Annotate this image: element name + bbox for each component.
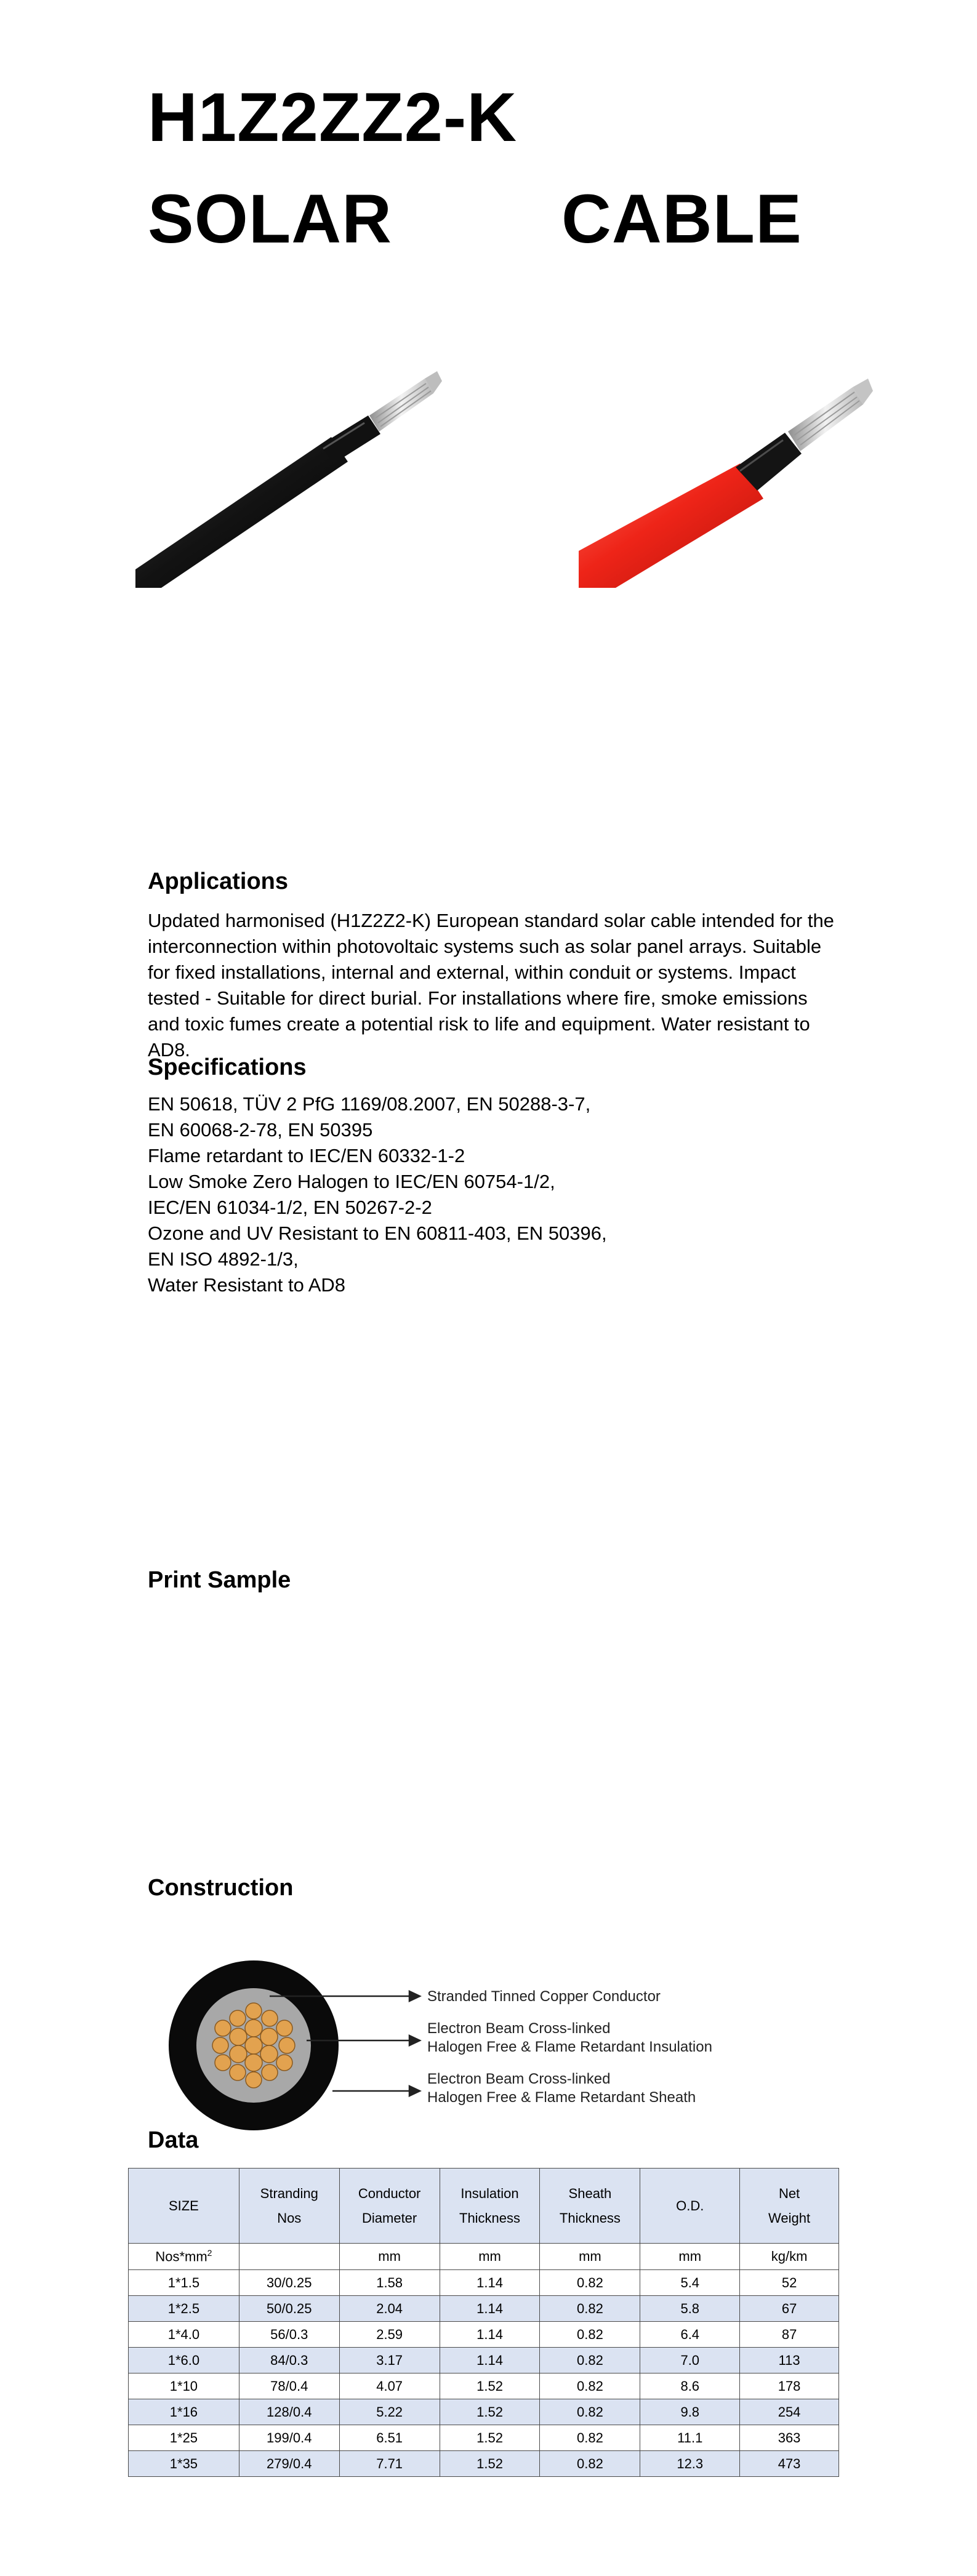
header-stranding: Stranding Nos [239, 2169, 339, 2244]
unit-weight: kg/km [740, 2244, 839, 2270]
page-title: H1Z2ZZ2-K [148, 79, 518, 156]
table-cell: 1.14 [440, 2270, 540, 2296]
table-cell: 1*4.0 [129, 2322, 239, 2348]
unit-od: mm [640, 2244, 740, 2270]
sheath-label-line1: Electron Beam Cross-linked [427, 2071, 611, 2087]
unit-size: $Nos*mm^2$ [129, 2244, 239, 2270]
table-cell: 84/0.3 [239, 2348, 339, 2373]
table-row [129, 2399, 839, 2425]
table-cell: 199/0.4 [239, 2425, 339, 2451]
table-cell: 1.52 [440, 2451, 540, 2477]
table-cell: 1.52 [440, 2399, 540, 2425]
table-cell: 1.14 [440, 2296, 540, 2322]
unit-stranding [239, 2244, 339, 2270]
table-cell: 1*10 [129, 2373, 239, 2399]
table-cell: 5.4 [640, 2270, 740, 2296]
table-cell: 1*35 [129, 2451, 239, 2477]
table-cell: 1*6.0 [129, 2348, 239, 2373]
specifications-heading: Specifications [148, 1054, 307, 1080]
header-sheath-thickness: Sheath Thickness [540, 2169, 640, 2244]
table-cell: 7.71 [339, 2451, 440, 2477]
table-cell: 0.82 [540, 2399, 640, 2425]
table-cell: 8.6 [640, 2373, 740, 2399]
table-cell: 1*16 [129, 2399, 239, 2425]
construction-heading: Construction [148, 1875, 294, 1901]
table-cell: 6.4 [640, 2322, 740, 2348]
table-row [129, 2270, 839, 2296]
table-cell: 9.8 [640, 2399, 740, 2425]
applications-heading: Applications [148, 869, 289, 894]
table-cell: 1.14 [440, 2348, 540, 2373]
table-cell: 5.8 [640, 2296, 740, 2322]
table-row [129, 2348, 839, 2373]
spec-line: Flame retardant to IEC/EN 60332-1-2 [148, 1145, 465, 1166]
red-cable-photo [579, 354, 899, 588]
header-od: O.D. [640, 2169, 740, 2244]
insulation-label-line1: Electron Beam Cross-linked [427, 2020, 611, 2037]
table-body [129, 2270, 839, 2477]
table-cell: 0.82 [540, 2296, 640, 2322]
unit-sheath: mm [540, 2244, 640, 2270]
table-cell: 0.82 [540, 2425, 640, 2451]
table-row [129, 2425, 839, 2451]
spec-line: EN 50618, TÜV 2 PfG 1169/08.2007, EN 50288-3-7, [148, 1093, 591, 1115]
table-cell: 87 [740, 2322, 839, 2348]
table-row [129, 2322, 839, 2348]
insulation-label-line2: Halogen Free & Flame Retardant Insulation [427, 2039, 712, 2055]
table-cell: 128/0.4 [239, 2399, 339, 2425]
title-word-cable: CABLE [561, 180, 802, 257]
table-cell: 30/0.25 [239, 2270, 339, 2296]
black-cable-photo [135, 354, 456, 588]
table-cell: 4.07 [339, 2373, 440, 2399]
table-cell: 1.14 [440, 2322, 540, 2348]
table-cell: 12.3 [640, 2451, 740, 2477]
table-cell: 50/0.25 [239, 2296, 339, 2322]
table-cell: 1.52 [440, 2425, 540, 2451]
table-header-row [129, 2169, 839, 2244]
spec-line: Water Resistant to AD8 [148, 1274, 346, 1296]
table-cell: 178 [740, 2373, 839, 2399]
table-row [129, 2451, 839, 2477]
spec-line: EN 60068-2-78, EN 50395 [148, 1119, 373, 1141]
header-insulation-thickness: Insulation Thickness [440, 2169, 540, 2244]
table-cell: 0.82 [540, 2348, 640, 2373]
table-cell: 78/0.4 [239, 2373, 339, 2399]
table-cell: 6.51 [339, 2425, 440, 2451]
sheath-label-line2: Halogen Free & Flame Retardant Sheath [427, 2089, 696, 2106]
cable-cross-section-diagram [166, 1960, 720, 2139]
title-word-solar: SOLAR [148, 180, 392, 257]
table-cell: 11.1 [640, 2425, 740, 2451]
conductor-label: Stranded Tinned Copper Conductor [427, 1988, 661, 2005]
specifications-list [148, 1091, 825, 1298]
table-cell: 0.82 [540, 2451, 640, 2477]
header-conductor-diameter: Conductor Diameter [339, 2169, 440, 2244]
table-cell: 7.0 [640, 2348, 740, 2373]
table-row [129, 2296, 839, 2322]
table-cell: 0.82 [540, 2270, 640, 2296]
table-cell: 363 [740, 2425, 839, 2451]
table-row [129, 2373, 839, 2399]
header-net-weight: Net Weight [740, 2169, 839, 2244]
table-cell: 3.17 [339, 2348, 440, 2373]
table-cell: 1*2.5 [129, 2296, 239, 2322]
header-size: SIZE [129, 2169, 239, 2244]
table-cell: 56/0.3 [239, 2322, 339, 2348]
table-cell: 52 [740, 2270, 839, 2296]
table-cell: 1.58 [339, 2270, 440, 2296]
print-sample-heading: Print Sample [148, 1567, 291, 1593]
table-cell: 5.22 [339, 2399, 440, 2425]
data-heading: Data [148, 2127, 199, 2153]
table-cell: 254 [740, 2399, 839, 2425]
spec-line: EN ISO 4892-1/3, [148, 1248, 299, 1270]
table-cell: 2.59 [339, 2322, 440, 2348]
applications-text: Updated harmonised (H1Z2Z2-K) European standard solar cable intended for the interconnection within photovoltaic systems such as solar panel arrays. Suitable for fixed installations, internal and external, within conduit or systems. Impact tested - Suitable for direct burial. For installations where fire, smoke emissions and toxic fumes create a potential risk to life and equipment. Water resistant to AD8. [148, 910, 834, 1061]
cable-data-table [128, 2168, 839, 2477]
table-cell: 67 [740, 2296, 839, 2322]
table-cell: 1.52 [440, 2373, 540, 2399]
table-cell: 1*25 [129, 2425, 239, 2451]
table-cell: 0.82 [540, 2322, 640, 2348]
spec-line: IEC/EN 61034-1/2, EN 50267-2-2 [148, 1197, 432, 1218]
table-cell: 113 [740, 2348, 839, 2373]
table-units-row [129, 2244, 839, 2270]
spec-line: Low Smoke Zero Halogen to IEC/EN 60754-1/2, [148, 1171, 555, 1192]
unit-insulation: mm [440, 2244, 540, 2270]
table-cell: 473 [740, 2451, 839, 2477]
table-cell: 0.82 [540, 2373, 640, 2399]
spec-line: Ozone and UV Resistant to EN 60811-403, EN 50396, [148, 1222, 607, 1244]
unit-conductor: mm [339, 2244, 440, 2270]
table-cell: 2.04 [339, 2296, 440, 2322]
table-cell: 279/0.4 [239, 2451, 339, 2477]
table-cell: 1*1.5 [129, 2270, 239, 2296]
